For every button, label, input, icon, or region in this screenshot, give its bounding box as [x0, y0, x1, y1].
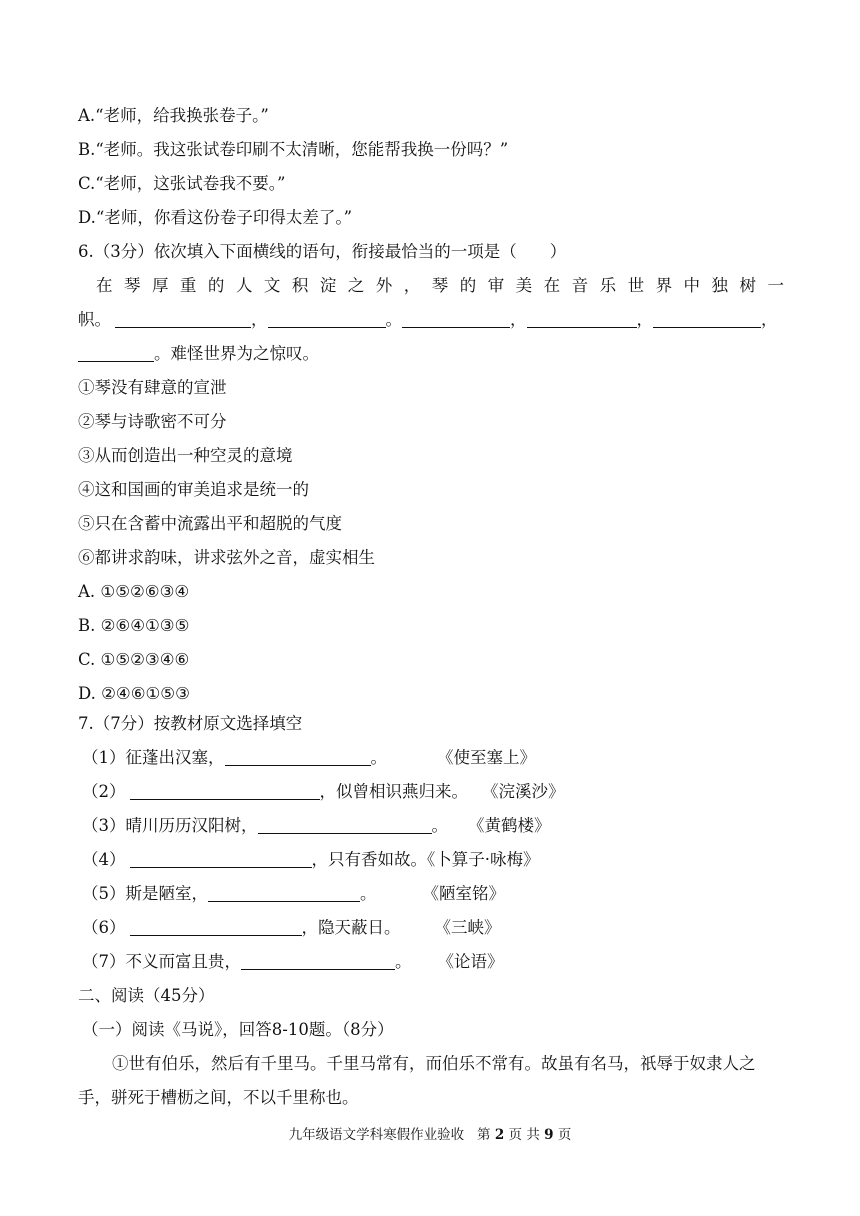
- q7-item-7: [82, 950, 504, 974]
- q6-sentence-6: ⑥都讲求韵味，讲求弦外之音，虚实相生: [78, 548, 375, 567]
- item-after: ，只有香如故。: [311, 850, 427, 869]
- footer-page-label: 页 共: [508, 1127, 540, 1143]
- section-heading: 二、阅读（45分）: [78, 986, 215, 1005]
- item-number: （4）: [82, 850, 126, 869]
- fill-blank: [130, 849, 312, 868]
- passage-line-2: 手，骈死于槽枥之间，不以千里称也。: [78, 1088, 359, 1107]
- item-after: 。: [395, 952, 412, 971]
- q6-option-d: D. ②④⑥①⑤③: [78, 684, 190, 703]
- fill-blank: [268, 309, 386, 328]
- separator: ，: [761, 310, 778, 329]
- fill-blank: [130, 917, 302, 936]
- q7-item-6: [82, 916, 501, 940]
- fill-blank: [115, 309, 251, 328]
- q6-passage-end: 。难怪世界为之惊叹。: [154, 344, 319, 363]
- footer-page-label: 第: [477, 1127, 491, 1143]
- q6-sentence-5: ⑤只在含蓄中流露出平和超脱的气度: [78, 514, 342, 533]
- q7-item-2: [82, 780, 565, 804]
- q7-stem: 7.（7分）按教材原文选择填空: [78, 714, 303, 733]
- item-before: 斯是陋室，: [125, 884, 208, 903]
- item-number: （6）: [82, 918, 126, 937]
- item-after: ，隐天蔽日。: [301, 918, 401, 937]
- separator: ，: [510, 310, 527, 329]
- fill-blank: [130, 781, 320, 800]
- q6-passage-line3: [78, 342, 319, 366]
- q7-item-1: [82, 746, 536, 770]
- item-after: 。: [370, 748, 387, 767]
- q7-item-3: [82, 814, 551, 838]
- item-number: （2）: [82, 782, 126, 801]
- item-before: 不义而富且贵，: [125, 952, 241, 971]
- q6-option-a: A. ①⑤②⑥③④: [78, 582, 190, 601]
- item-source: 《浣溪沙》: [482, 782, 565, 801]
- q6-stem: 6.（3分）依次填入下面横线的语句，衔接最恰当的一项是（ ）: [78, 242, 567, 261]
- q7-item-4: [82, 848, 540, 872]
- fill-blank: [225, 747, 371, 766]
- fill-blank: [402, 309, 510, 328]
- item-source: 《使至塞上》: [437, 748, 536, 767]
- item-after: 。: [431, 816, 448, 835]
- q5-option-c: C.“老师，这张试卷我不要。”: [78, 174, 286, 193]
- item-before: 晴川历历汉阳树，: [125, 816, 258, 835]
- separator: ，: [251, 310, 268, 329]
- footer-page-label: 页: [557, 1127, 572, 1143]
- separator: 。: [385, 310, 402, 329]
- item-before: 征蓬出汉塞，: [125, 748, 225, 767]
- q6-passage-line2: [78, 308, 778, 332]
- fill-blank: [258, 815, 432, 834]
- fill-blank: [653, 309, 761, 328]
- item-number: （7）: [82, 952, 126, 971]
- fill-blank: [78, 343, 154, 362]
- q6-passage-line1: 在琴厚重的人文积淀之外，琴的审美在音乐世界中独树一: [96, 276, 784, 295]
- fill-blank: [241, 951, 395, 970]
- item-number: （5）: [82, 884, 126, 903]
- footer-page-number: 2: [494, 1127, 505, 1143]
- item-source: 《论语》: [437, 952, 504, 971]
- q5-option-b: B.“老师。我这张试卷印刷不太清晰，您能帮我换一份吗？”: [78, 140, 509, 159]
- passage-line-1: ①世有伯乐，然后有千里马。千里马常有，而伯乐不常有。故虽有名马，祇辱于奴隶人之: [112, 1054, 756, 1073]
- item-source: 《陋室铭》: [422, 884, 505, 903]
- q6-passage-start: 帜。: [78, 310, 111, 329]
- item-number: （1）: [82, 748, 126, 767]
- item-source: 《黄鹤楼》: [468, 816, 551, 835]
- footer-total-pages: 9: [544, 1127, 554, 1143]
- item-after: ，似曾相识燕归来。: [319, 782, 468, 801]
- q5-option-a: A.“老师，给我换张卷子。”: [78, 106, 269, 125]
- fill-blank: [527, 309, 637, 328]
- fill-blank: [208, 883, 360, 902]
- q6-sentence-2: ②琴与诗歌密不可分: [78, 412, 227, 431]
- q6-sentence-1: ①琴没有肆意的宣泄: [78, 378, 227, 397]
- item-number: （3）: [82, 816, 126, 835]
- item-after: 。: [360, 884, 377, 903]
- q6-option-c: C. ①⑤②③④⑥: [78, 650, 190, 669]
- separator: ，: [636, 310, 653, 329]
- q6-sentence-4: ④这和国画的审美追求是统一的: [78, 480, 309, 499]
- q5-option-d: D.“老师，你看这份卷子印得太差了。”: [78, 208, 353, 227]
- item-source: 《卜算子·咏梅》: [427, 850, 540, 869]
- q6-sentence-3: ③从而创造出一种空灵的意境: [78, 446, 293, 465]
- page-footer: [0, 1125, 860, 1145]
- q6-option-b: B. ②⑥④①③⑤: [78, 616, 190, 635]
- footer-title: 九年级语文学科寒假作业验收: [288, 1127, 465, 1143]
- section-sub-heading: （一）阅读《马说》，回答8-10题。（8分）: [82, 1020, 394, 1039]
- item-source: 《三峡》: [434, 918, 501, 937]
- q7-item-5: [82, 882, 505, 906]
